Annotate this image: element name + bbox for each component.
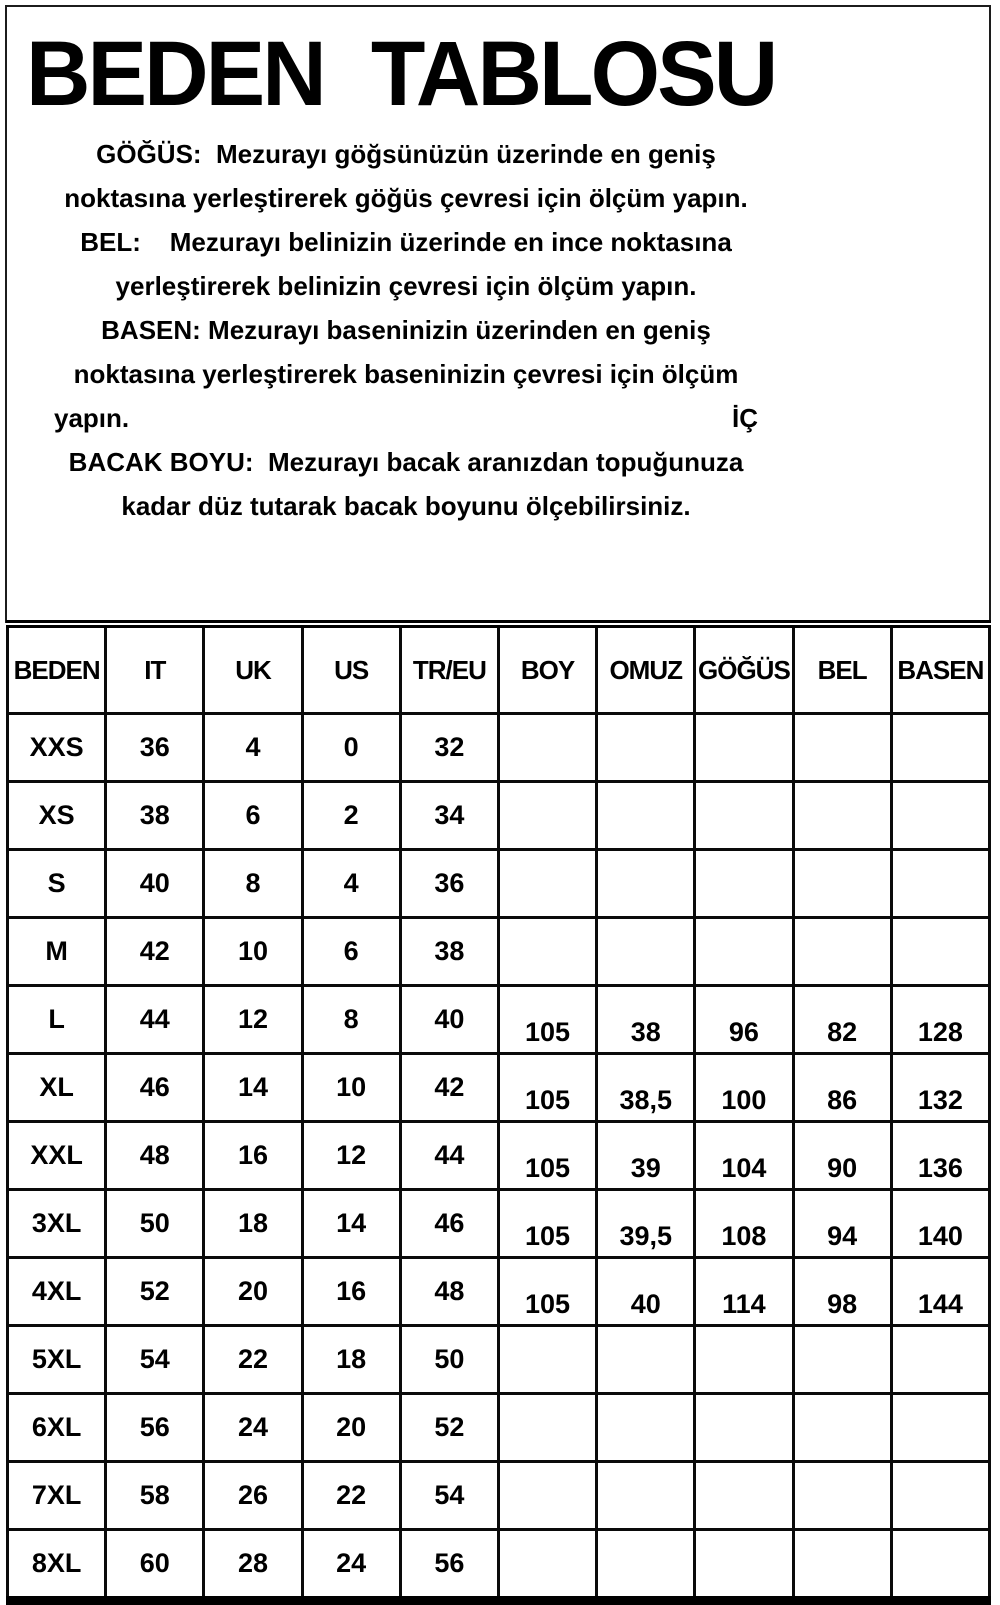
cell-4xl-tr-eu: 48: [400, 1258, 498, 1326]
size-row-xl: [8, 1054, 990, 1122]
cell-xxs-bel: [793, 714, 891, 782]
cell-s-omuz: [597, 850, 695, 918]
cell-8xl-tr-eu: 56: [400, 1530, 498, 1601]
cell-xxl-us: 12: [302, 1122, 400, 1190]
cell-7xl-bel: [793, 1462, 891, 1530]
cell-xxs-uk: 4: [204, 714, 302, 782]
cell-xs-it: 38: [106, 782, 204, 850]
cell-xs-boy: [498, 782, 596, 850]
cell-6xl-basen: [891, 1394, 989, 1462]
instruction-yapin-text: yapın.: [54, 403, 130, 433]
instruction-line-bel-2: yerleştirerek belinizin çevresi için ölçüm yapın.: [115, 271, 697, 301]
cell-l-it: 44: [106, 986, 204, 1054]
cell-8xl-gogus: [695, 1530, 793, 1601]
cell-8xl-us: 24: [302, 1530, 400, 1601]
cell-s-bel: [793, 850, 891, 918]
cell-xxl-uk: 16: [204, 1122, 302, 1190]
cell-xl-uk: 14: [204, 1054, 302, 1122]
size-table-body: [8, 714, 990, 1601]
cell-7xl-gogus: [695, 1462, 793, 1530]
cell-m-bel: [793, 918, 891, 986]
cell-4xl-omuz: 40: [597, 1258, 695, 1326]
column-header-gogus: GÖĞÜS: [695, 624, 793, 714]
cell-7xl-omuz: [597, 1462, 695, 1530]
cell-m-gogus: [695, 918, 793, 986]
instruction-line-bacak-boyu-1: BACAK BOYU: Mezurayı bacak aranızdan topuğunuza: [68, 447, 744, 477]
cell-xxs-omuz: [597, 714, 695, 782]
cell-3xl-omuz: 39,5: [597, 1190, 695, 1258]
size-table-header: [8, 624, 990, 714]
cell-4xl-basen: 144: [891, 1258, 989, 1326]
cell-xl-it: 46: [106, 1054, 204, 1122]
cell-xl-bel: 86: [793, 1054, 891, 1122]
cell-8xl-boy: [498, 1530, 596, 1601]
cell-8xl-basen: [891, 1530, 989, 1601]
size-row-4xl: [8, 1258, 990, 1326]
instruction-line-bel-1: BEL: Mezurayı belinizin üzerinde en ince noktasına: [80, 227, 732, 257]
measurement-instructions: [30, 132, 782, 528]
cell-5xl-omuz: [597, 1326, 695, 1394]
cell-4xl-bel: 98: [793, 1258, 891, 1326]
cell-7xl-uk: 26: [204, 1462, 302, 1530]
column-header-boy: BOY: [498, 624, 596, 714]
cell-s-tr-eu: 36: [400, 850, 498, 918]
size-row-xxs: [8, 714, 990, 782]
cell-7xl-beden: 7XL: [8, 1462, 106, 1530]
cell-m-beden: M: [8, 918, 106, 986]
column-header-basen: BASEN: [891, 624, 989, 714]
cell-xs-omuz: [597, 782, 695, 850]
instruction-line-gogus-2: noktasına yerleştirerek göğüs çevresi için ölçüm yapın.: [64, 183, 748, 213]
cell-xl-tr-eu: 42: [400, 1054, 498, 1122]
cell-8xl-beden: 8XL: [8, 1530, 106, 1601]
cell-xxl-tr-eu: 44: [400, 1122, 498, 1190]
cell-4xl-beden: 4XL: [8, 1258, 106, 1326]
column-header-it: IT: [106, 624, 204, 714]
column-header-uk: UK: [204, 624, 302, 714]
cell-m-uk: 10: [204, 918, 302, 986]
cell-4xl-us: 16: [302, 1258, 400, 1326]
cell-3xl-tr-eu: 46: [400, 1190, 498, 1258]
cell-4xl-it: 52: [106, 1258, 204, 1326]
column-header-bel: BEL: [793, 624, 891, 714]
cell-m-basen: [891, 918, 989, 986]
cell-l-omuz: 38: [597, 986, 695, 1054]
cell-3xl-boy: 105: [498, 1190, 596, 1258]
cell-8xl-omuz: [597, 1530, 695, 1601]
cell-s-boy: [498, 850, 596, 918]
cell-8xl-bel: [793, 1530, 891, 1601]
cell-5xl-tr-eu: 50: [400, 1326, 498, 1394]
cell-xxs-us: 0: [302, 714, 400, 782]
cell-xs-beden: XS: [8, 782, 106, 850]
cell-xxs-basen: [891, 714, 989, 782]
cell-l-bel: 82: [793, 986, 891, 1054]
size-row-xxl: [8, 1122, 990, 1190]
cell-3xl-bel: 94: [793, 1190, 891, 1258]
cell-6xl-boy: [498, 1394, 596, 1462]
cell-s-it: 40: [106, 850, 204, 918]
page-title: BEDEN TABLOSU: [26, 23, 776, 125]
cell-5xl-bel: [793, 1326, 891, 1394]
cell-xxs-beden: XXS: [8, 714, 106, 782]
cell-6xl-gogus: [695, 1394, 793, 1462]
cell-3xl-uk: 18: [204, 1190, 302, 1258]
cell-xs-basen: [891, 782, 989, 850]
instruction-line-basen-3: [30, 396, 782, 440]
cell-6xl-tr-eu: 52: [400, 1394, 498, 1462]
size-row-6xl: [8, 1394, 990, 1462]
cell-xl-gogus: 100: [695, 1054, 793, 1122]
size-row-s: [8, 850, 990, 918]
cell-xl-omuz: 38,5: [597, 1054, 695, 1122]
cell-5xl-us: 18: [302, 1326, 400, 1394]
cell-4xl-uk: 20: [204, 1258, 302, 1326]
cell-6xl-bel: [793, 1394, 891, 1462]
cell-xxs-tr-eu: 32: [400, 714, 498, 782]
cell-3xl-gogus: 108: [695, 1190, 793, 1258]
instruction-line-basen-2: noktasına yerleştirerek baseninizin çevresi için ölçüm: [73, 359, 739, 389]
size-row-m: [8, 918, 990, 986]
cell-s-beden: S: [8, 850, 106, 918]
size-table: [6, 620, 991, 1605]
column-header-tr-eu: TR/EU: [400, 624, 498, 714]
cell-xl-basen: 132: [891, 1054, 989, 1122]
cell-5xl-uk: 22: [204, 1326, 302, 1394]
size-row-xs: [8, 782, 990, 850]
cell-s-gogus: [695, 850, 793, 918]
cell-xxl-it: 48: [106, 1122, 204, 1190]
cell-6xl-omuz: [597, 1394, 695, 1462]
cell-5xl-beden: 5XL: [8, 1326, 106, 1394]
cell-xxl-beden: XXL: [8, 1122, 106, 1190]
size-table-header-row: [8, 624, 990, 714]
cell-m-it: 42: [106, 918, 204, 986]
cell-xxs-gogus: [695, 714, 793, 782]
cell-l-tr-eu: 40: [400, 986, 498, 1054]
cell-xxl-gogus: 104: [695, 1122, 793, 1190]
size-row-3xl: [8, 1190, 990, 1258]
cell-xs-tr-eu: 34: [400, 782, 498, 850]
cell-6xl-uk: 24: [204, 1394, 302, 1462]
cell-m-tr-eu: 38: [400, 918, 498, 986]
cell-l-uk: 12: [204, 986, 302, 1054]
cell-6xl-beden: 6XL: [8, 1394, 106, 1462]
cell-xl-boy: 105: [498, 1054, 596, 1122]
column-header-omuz: OMUZ: [597, 624, 695, 714]
cell-m-boy: [498, 918, 596, 986]
size-row-7xl: [8, 1462, 990, 1530]
cell-6xl-it: 56: [106, 1394, 204, 1462]
cell-5xl-it: 54: [106, 1326, 204, 1394]
cell-8xl-uk: 28: [204, 1530, 302, 1601]
cell-s-uk: 8: [204, 850, 302, 918]
cell-xl-beden: XL: [8, 1054, 106, 1122]
cell-xs-uk: 6: [204, 782, 302, 850]
cell-3xl-beden: 3XL: [8, 1190, 106, 1258]
cell-xxl-basen: 136: [891, 1122, 989, 1190]
cell-5xl-boy: [498, 1326, 596, 1394]
cell-xxs-boy: [498, 714, 596, 782]
cell-6xl-us: 20: [302, 1394, 400, 1462]
cell-7xl-tr-eu: 54: [400, 1462, 498, 1530]
cell-l-beden: L: [8, 986, 106, 1054]
cell-4xl-boy: 105: [498, 1258, 596, 1326]
cell-m-us: 6: [302, 918, 400, 986]
instruction-line-bacak-boyu-2: kadar düz tutarak bacak boyunu ölçebilirsiniz.: [121, 491, 691, 521]
cell-l-boy: 105: [498, 986, 596, 1054]
cell-3xl-it: 50: [106, 1190, 204, 1258]
cell-m-omuz: [597, 918, 695, 986]
cell-l-us: 8: [302, 986, 400, 1054]
cell-xs-gogus: [695, 782, 793, 850]
instruction-line-gogus-1: GÖĞÜS: Mezurayı göğsünüzün üzerinde en geniş: [96, 139, 716, 169]
column-header-us: US: [302, 624, 400, 714]
cell-l-gogus: 96: [695, 986, 793, 1054]
cell-xs-bel: [793, 782, 891, 850]
instruction-line-basen-1: BASEN: Mezurayı baseninizin üzerinden en geniş: [101, 315, 711, 345]
cell-3xl-us: 14: [302, 1190, 400, 1258]
cell-7xl-boy: [498, 1462, 596, 1530]
cell-7xl-us: 22: [302, 1462, 400, 1530]
ic-label: İÇ: [732, 403, 758, 433]
cell-4xl-gogus: 114: [695, 1258, 793, 1326]
cell-xl-us: 10: [302, 1054, 400, 1122]
column-header-beden: BEDEN: [8, 624, 106, 714]
cell-xs-us: 2: [302, 782, 400, 850]
cell-7xl-it: 58: [106, 1462, 204, 1530]
size-row-8xl: [8, 1530, 990, 1601]
cell-xxl-omuz: 39: [597, 1122, 695, 1190]
cell-s-us: 4: [302, 850, 400, 918]
cell-5xl-basen: [891, 1326, 989, 1394]
cell-8xl-it: 60: [106, 1530, 204, 1601]
size-row-5xl: [8, 1326, 990, 1394]
cell-s-basen: [891, 850, 989, 918]
cell-xxl-boy: 105: [498, 1122, 596, 1190]
cell-7xl-basen: [891, 1462, 989, 1530]
size-row-l: [8, 986, 990, 1054]
cell-xxs-it: 36: [106, 714, 204, 782]
cell-l-basen: 128: [891, 986, 989, 1054]
cell-xxl-bel: 90: [793, 1122, 891, 1190]
cell-5xl-gogus: [695, 1326, 793, 1394]
cell-3xl-basen: 140: [891, 1190, 989, 1258]
